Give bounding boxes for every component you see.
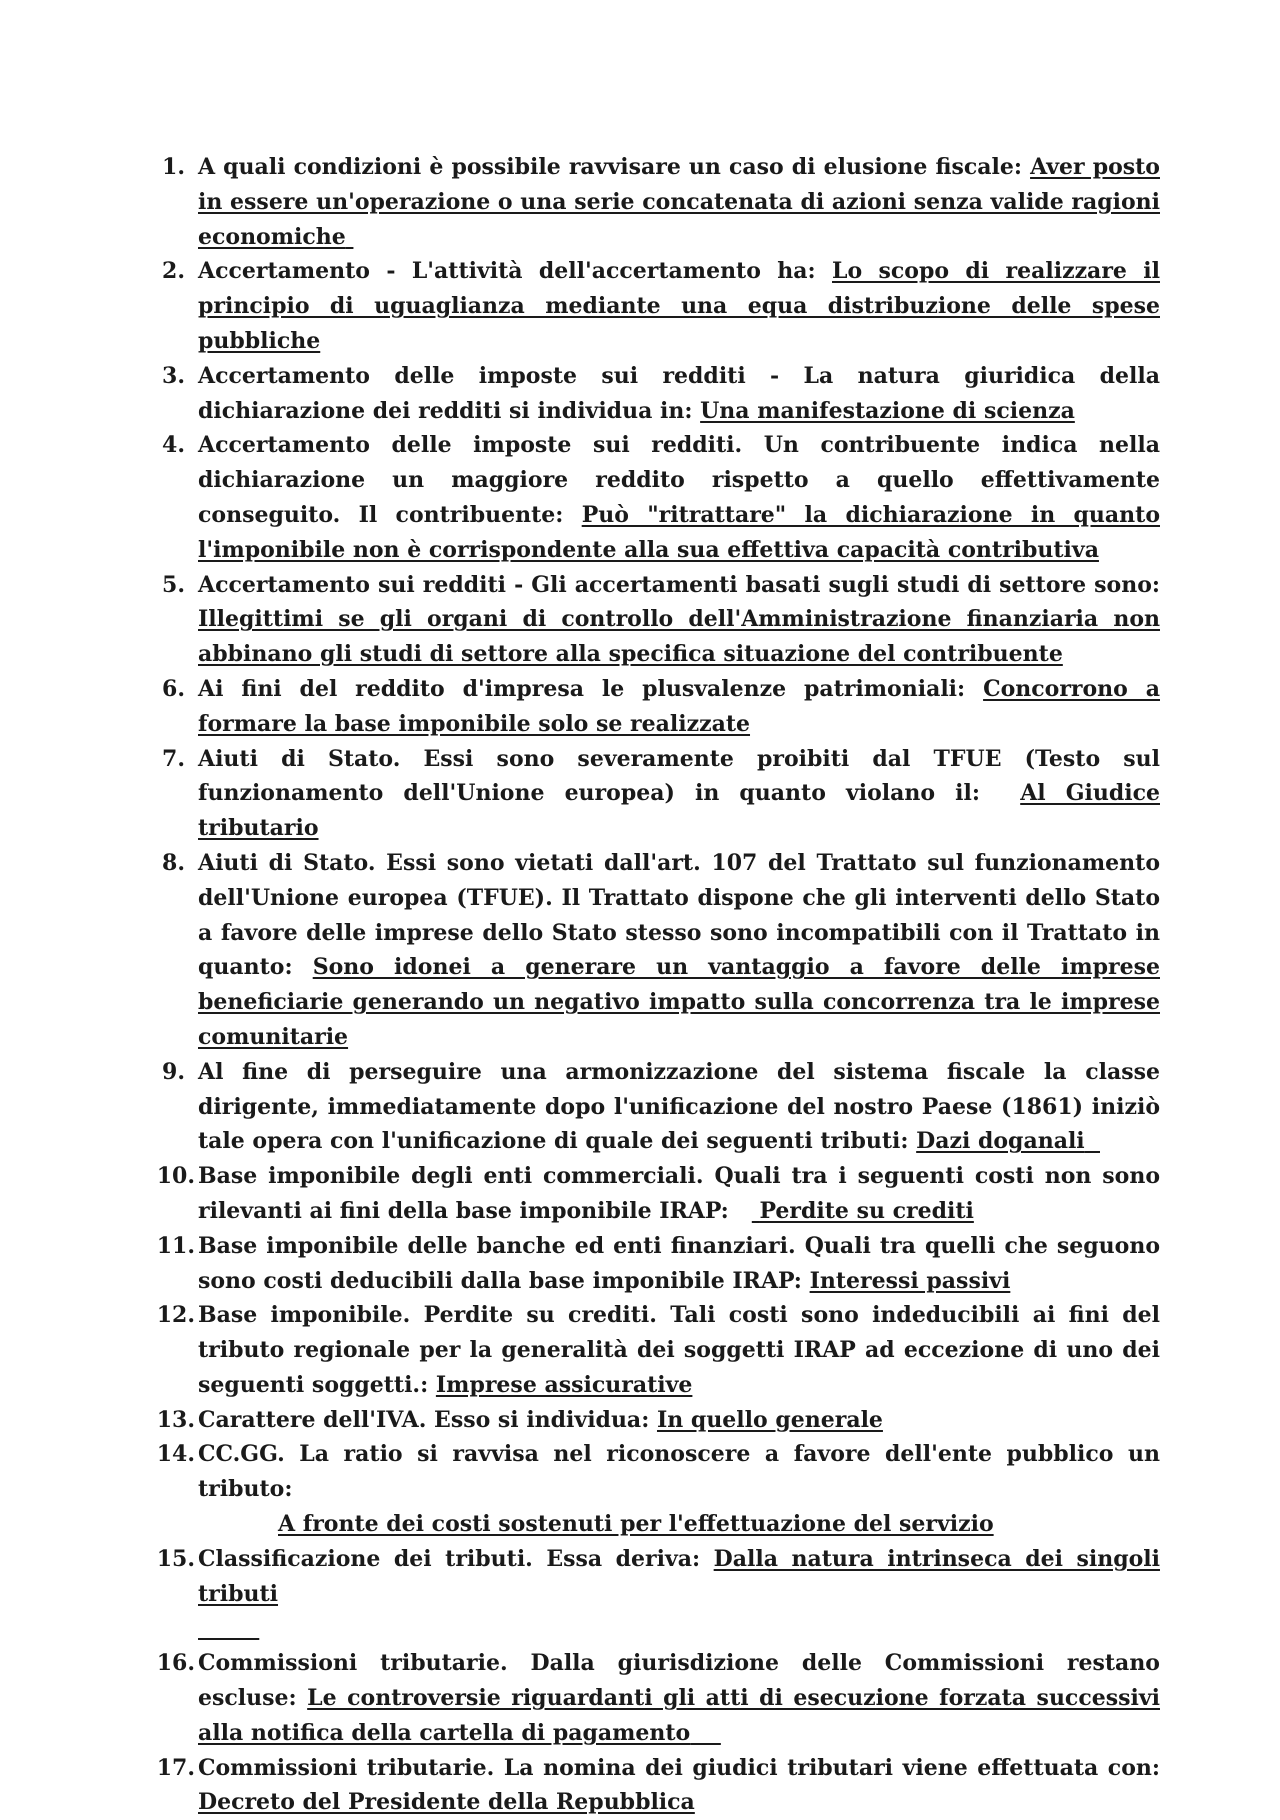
item-question: Carattere dell'IVA. Esso si individua: xyxy=(198,1406,650,1433)
item-number: 11. xyxy=(156,1232,195,1259)
item-question: Aiuti di Stato. Essi sono vietati dall'art. 107 del Trattato sul funzionamento dell'Unione europea (TFUE). Il Trattato dispone che gli interventi dello Stato a favore delle imprese dello Stato stesso sono incompatibili con il Trattato in quanto: xyxy=(198,849,1160,981)
item-answer: Può "ritrattare" la dichiarazione in quanto l'imponibile non è corrispondente alla sua effettiva capacità contributiva xyxy=(198,501,1160,563)
item-question: Base imponibile degli enti commerciali. Quali tra i seguenti costi non sono rilevanti ai fini della base imponibile IRAP: xyxy=(198,1163,1160,1224)
list-item xyxy=(155,1751,1160,1820)
item-answer: Illegittimi se gli organi di controllo dell'Amministrazione finanziaria non abbinano gli studi di settore alla specifica situazione del contribuente xyxy=(198,606,1160,668)
item-answer: Dazi doganali xyxy=(916,1128,1085,1155)
item-question: Accertamento delle imposte sui redditi - La natura giuridica della dichiarazione dei redditi si individua in: xyxy=(198,362,1160,424)
item-number: 17. xyxy=(156,1754,195,1781)
list-item xyxy=(155,150,1160,254)
item-question: Accertamento - L'attività dell'accertamento ha: xyxy=(198,258,816,285)
item-question: Commissioni tributarie. Dalla giurisdizione delle Commissioni restano escluse: xyxy=(198,1650,1160,1712)
list-item xyxy=(155,1159,1160,1229)
item-answer: Sono idonei a generare un vantaggio a favore delle imprese beneficiarie generando un negativo impatto sulla concorrenza tra le imprese comunitarie xyxy=(198,954,1160,1050)
blank-underline xyxy=(198,1611,1160,1646)
item-number: 10. xyxy=(156,1163,195,1190)
list-item xyxy=(155,1298,1160,1402)
item-answer: Interessi passivi xyxy=(809,1267,1011,1294)
item-question: Commissioni tributarie. La nomina dei giudici tributari viene effettuata con: xyxy=(198,1754,1160,1781)
item-number: 5. xyxy=(162,571,185,598)
list-item xyxy=(155,742,1160,846)
question-answer-list xyxy=(155,150,1160,1820)
item-number: 3. xyxy=(162,362,185,389)
item-number: 6. xyxy=(162,675,185,702)
item-answer: Le controversie riguardanti gli atti di esecuzione forzata successivi alla notifica della cartella di pagamento xyxy=(198,1685,1160,1746)
item-answer: In quello generale xyxy=(656,1406,883,1433)
item-question: Ai fini del reddito d'impresa le plusvalenze patrimoniali: xyxy=(198,675,966,702)
item-answer: Lo scopo di realizzare il principio di uguaglianza mediante una equa distribuzione delle spese pubbliche xyxy=(198,258,1160,354)
list-item xyxy=(155,1542,1160,1646)
item-question: Accertamento sui redditi - Gli accertamenti basati sugli studi di settore sono: xyxy=(198,571,1160,598)
item-answer: Imprese assicurative xyxy=(435,1371,693,1398)
item-question: Aiuti di Stato. Essi sono severamente proibiti dal TFUE (Testo sul funzionamento dell'Unione europea) in quanto violano il: xyxy=(198,745,1160,807)
item-number: 2. xyxy=(162,258,185,285)
item-number: 9. xyxy=(162,1058,185,1085)
item-question: Accertamento delle imposte sui redditi. Un contribuente indica nella dichiarazione un maggiore reddito rispetto a quello effettivamente conseguito. Il contribuente: xyxy=(198,432,1160,528)
indented-answer-line xyxy=(198,1507,1160,1542)
item-answer: Aver posto in essere un'operazione o una serie concatenata di azioni senza valide ragioni economiche xyxy=(198,154,1160,250)
item-answer: Al Giudice tributario xyxy=(198,780,1160,842)
item-answer: A fronte dei costi sostenuti per l'effettuazione del servizio xyxy=(278,1511,994,1538)
list-item xyxy=(155,672,1160,742)
list-item xyxy=(155,428,1160,567)
item-question: CC.GG. La ratio si ravvisa nel riconoscere a favore dell'ente pubblico un tributo: xyxy=(198,1441,1160,1503)
item-question: Base imponibile. Perdite su crediti. Tali costi sono indeducibili ai fini del tributo regionale per la generalità dei soggetti IRAP ad eccezione di uno dei seguenti soggetti.: xyxy=(198,1302,1160,1398)
item-number: 12. xyxy=(156,1302,195,1329)
item-number: 8. xyxy=(162,849,185,876)
item-number: 7. xyxy=(162,745,185,772)
list-item xyxy=(155,568,1160,672)
item-answer: Concorrono a formare la base imponibile solo se realizzate xyxy=(198,675,1160,737)
item-number: 4. xyxy=(162,432,185,459)
item-number: 15. xyxy=(156,1545,195,1572)
list-item xyxy=(155,1229,1160,1299)
item-question: Base imponibile delle banche ed enti finanziari. Quali tra quelli che seguono sono costi deducibili dalla base imponibile IRAP: xyxy=(198,1232,1160,1294)
item-question: A quali condizioni è possibile ravvisare un caso di elusione fiscale: xyxy=(198,154,1022,180)
list-item xyxy=(155,359,1160,429)
item-number: 1. xyxy=(162,154,185,180)
list-item xyxy=(155,254,1160,358)
list-item xyxy=(155,846,1160,1055)
item-question: Classificazione dei tributi. Essa deriva: xyxy=(198,1545,701,1572)
item-number: 16. xyxy=(156,1650,195,1677)
item-number: 13. xyxy=(156,1406,195,1433)
item-answer: Perdite su crediti xyxy=(759,1197,974,1224)
list-item xyxy=(155,1403,1160,1438)
item-number: 14. xyxy=(156,1441,195,1468)
list-item xyxy=(155,1646,1160,1750)
list-item xyxy=(155,1437,1160,1541)
item-answer: Dalla natura intrinseca dei singoli tributi xyxy=(198,1545,1160,1607)
item-answer: Una manifestazione di scienza xyxy=(700,397,1075,424)
list-item xyxy=(155,1055,1160,1159)
item-question: Al fine di perseguire una armonizzazione del sistema fiscale la classe dirigente, immediatamente dopo l'unificazione del nostro Paese (1861) iniziò tale opera con l'unificazione di quale dei seguenti tributi: xyxy=(198,1058,1160,1155)
item-answer: Decreto del Presidente della Repubblica xyxy=(198,1789,695,1816)
